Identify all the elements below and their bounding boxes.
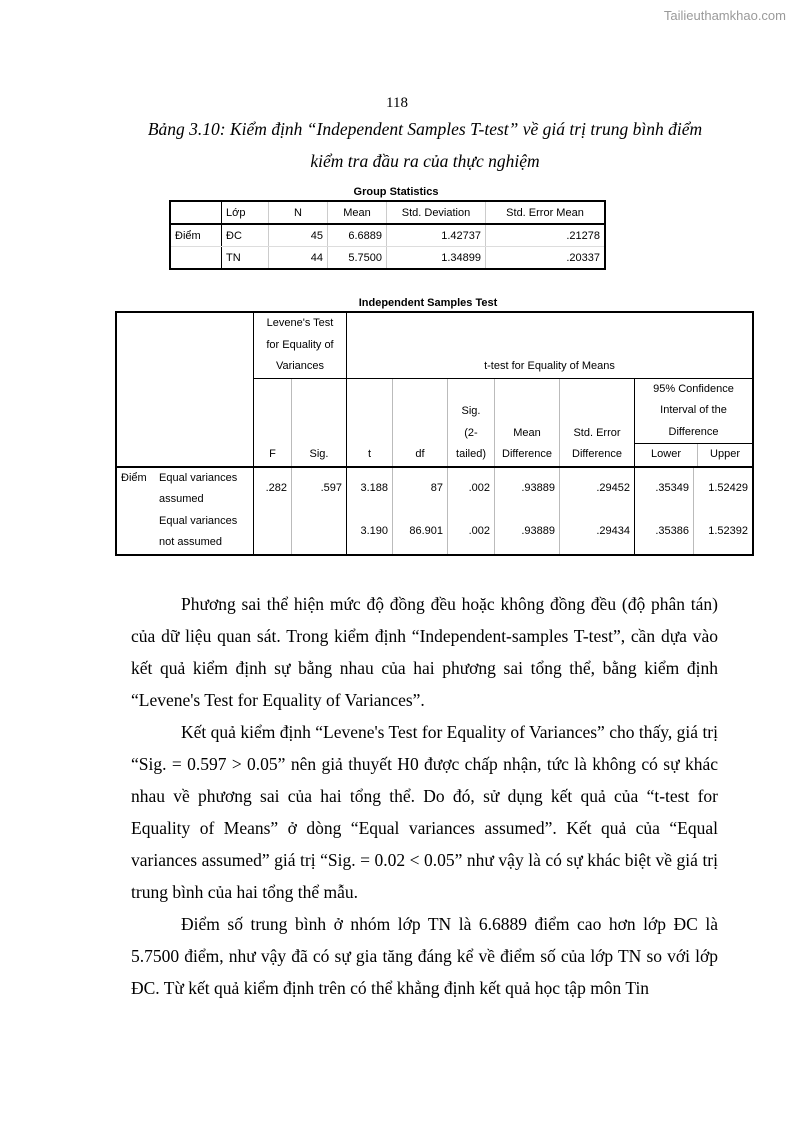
cell: [254, 511, 292, 555]
cell: .20337: [486, 247, 606, 270]
col-header: N: [269, 201, 328, 224]
cell: .002: [448, 467, 495, 511]
col-f: F: [254, 378, 292, 467]
cell: 1.42737: [387, 224, 486, 247]
cell: .21278: [486, 224, 606, 247]
independent-samples-table: [115, 311, 754, 556]
ind-test-title: Independent Samples Test: [358, 297, 498, 309]
levene-line: for Equality of: [266, 338, 334, 351]
table-row: [116, 467, 753, 511]
cell: .29452: [560, 467, 635, 511]
col-upper: Upper: [697, 444, 752, 466]
group-stats-title: Group Statistics: [353, 186, 439, 198]
cell: .35349: [635, 467, 694, 511]
cell: 6.6889: [328, 224, 387, 247]
col-header: Lớp: [222, 201, 269, 224]
cell: 1.34899: [387, 247, 486, 270]
col-header: Mean: [328, 201, 387, 224]
table-row: [116, 511, 753, 555]
cell: 87: [393, 467, 448, 511]
paragraph: Kết quả kiểm định “Levene's Test for Equality of Variances” cho thấy, giá trị “Sig. = 0.597 > 0.05” nên giả thuyết H0 được chấp nhận, tức là không có sự khác nhau về phương sai của hai tổng thể. Do đó, sử dụng kết quả của “t-test for Equality of Means” ở dòng “Equal variances assumed”. Kết quả của “Equal variances assumed” giá trị “Sig. = 0.02 < 0.05” như vậy là có sự khác biệt về giá trị trung bình của hai tổng thể mẫu.: [131, 722, 718, 902]
sig2-line: (2-: [464, 426, 478, 439]
ci-title: [635, 379, 752, 445]
ci-line: Difference: [668, 425, 719, 438]
cell: [292, 511, 347, 555]
col-header: Std. Deviation: [387, 201, 486, 224]
cell: 3.188: [347, 467, 393, 511]
col-se-diff: [560, 378, 635, 467]
row-label-empty: [170, 247, 222, 270]
sig2-line: Sig.: [461, 405, 481, 417]
se-diff-line: Difference: [572, 448, 622, 460]
cell: .93889: [495, 467, 560, 511]
levene-line: Levene's Test: [266, 317, 334, 329]
col-t: t: [347, 378, 393, 467]
caption-line-1: Bảng 3.10: Kiểm định “Independent Samples T-test” về giá trị trung bình điểm: [147, 119, 703, 139]
cell: .35386: [635, 511, 694, 555]
cell: 1.52429: [693, 467, 753, 511]
cell: 44: [269, 247, 328, 270]
label-line: Equal variances: [159, 514, 238, 527]
mean-diff-line: Difference: [502, 448, 552, 460]
paragraph: Phương sai thể hiện mức độ đồng đều hoặc không đồng đều (độ phân tán) của dữ liệu quan sát. Trong kiểm định “Independent-samples T-test”, cần dựa vào kết quả kiểm định sự bằng nhau của hai phương sai tổng thể, bằng kiểm định “Levene's Test for Equality of Variances”.: [131, 594, 718, 710]
caption-line-2: kiểm tra đầu ra của thực nghiệm: [310, 151, 540, 171]
cell: 5.7500: [328, 247, 387, 270]
label-line: Equal variances: [159, 471, 238, 484]
cell: .002: [448, 511, 495, 555]
watermark: Tailieuthamkhao.com: [663, 8, 786, 23]
cell: .597: [292, 467, 347, 511]
corner-cell: [170, 201, 222, 224]
cell: 45: [269, 224, 328, 247]
cell: .93889: [495, 511, 560, 555]
col-sig2: [448, 378, 495, 467]
ci-line: 95% Confidence: [653, 382, 734, 395]
ttest-header: t-test for Equality of Means: [347, 312, 754, 378]
corner-cell: [116, 312, 254, 467]
se-diff-line: Std. Error: [573, 426, 621, 439]
label-line: assumed: [159, 493, 204, 505]
group-stats-table: [169, 200, 606, 270]
cell: ĐC: [222, 224, 269, 247]
levene-line: Variances: [275, 360, 325, 372]
cell: TN: [222, 247, 269, 270]
cell: 1.52392: [693, 511, 753, 555]
mean-diff-line: Mean: [513, 426, 541, 439]
levene-header: [254, 312, 347, 378]
page-number: 118: [386, 95, 408, 111]
row-label: Điểm: [170, 224, 222, 247]
row-label: Điểm: [121, 471, 147, 484]
table-row: [170, 247, 605, 270]
row-sublabel: [155, 467, 254, 511]
col-sig: Sig.: [292, 378, 347, 467]
col-df: df: [393, 378, 448, 467]
body-text: [131, 588, 718, 1004]
table-row: [170, 224, 605, 247]
cell: .29434: [560, 511, 635, 555]
col-lower: Lower: [651, 448, 681, 460]
col-header: Std. Error Mean: [486, 201, 606, 224]
row-sublabel: [155, 511, 254, 555]
table-caption: [100, 113, 750, 177]
col-mean-diff: [495, 378, 560, 467]
ci-subheaders: [635, 444, 752, 466]
ci-line: Interval of the: [660, 404, 727, 416]
ci-header: [635, 378, 754, 467]
cell: .282: [254, 467, 292, 511]
label-line: not assumed: [159, 536, 222, 548]
cell: 3.190: [347, 511, 393, 555]
sig2-line: tailed): [456, 448, 486, 460]
paragraph: Điểm số trung bình ở nhóm lớp TN là 6.6889 điểm cao hơn lớp ĐC là 5.7500 điểm, như vậy đã có sự gia tăng đáng kể về điểm số của lớp TN so với lớp ĐC. Từ kết quả kiểm định trên có thể khẳng định kết quả học tập môn Tin: [131, 914, 718, 998]
cell: 86.901: [393, 511, 448, 555]
